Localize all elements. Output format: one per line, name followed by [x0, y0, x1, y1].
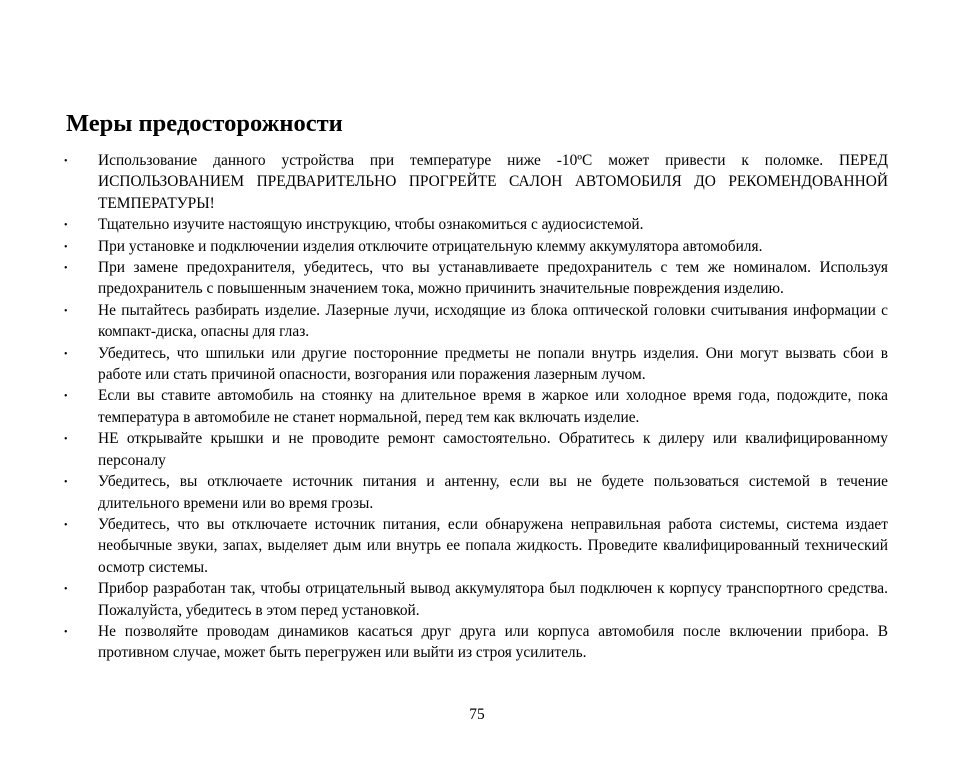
list-item-text: Использование данного устройства при температуре ниже -10ºС может привести к поломке. ПЕРЕД ИСПОЛЬЗОВАНИЕМ ПРЕДВАРИТЕЛЬНО ПРОГРЕЙТЕ САЛОН АВТОМОБИЛЯ ДО РЕКОМЕНДОВАННОЙ ТЕМПЕРАТУРЫ! [98, 152, 888, 212]
list-item-text: Не пытайтесь разбирать изделие. Лазерные лучи, исходящие из блока оптической головки считывания информации с компакт-диска, опасны для глаз. [98, 301, 888, 341]
bullet-icon: • [64, 391, 68, 403]
list-item-text: Если вы ставите автомобиль на стоянку на длительное время в жаркое или холодное время года, подождите, пока температура в автомобиле не станет нормальной, перед тем как включать изделие. [98, 387, 888, 426]
bullet-icon: • [64, 156, 68, 167]
page-number: 75 [469, 706, 485, 723]
list-item [0, 471, 954, 514]
list-item-text: Не позволяйте проводам динамиков касаться друг друга или корпуса автомобиля после включении прибора. В противном случае, может быть перегружен или выйти из строя усилитель. [98, 622, 888, 662]
list-item-text: НЕ открывайте крышки и не проводите ремонт самостоятельно. Обратитесь к дилеру или квалифицированному персоналу [98, 430, 888, 469]
bullet-icon: • [64, 263, 68, 275]
bullet-icon: • [64, 305, 68, 317]
list-item-text: При замене предохранителя, убедитесь, что вы устанавливаете предохранитель с тем же номиналом. Используя предохранитель с повышенным значением тока, можно причинить значительные повреждения изделию. [98, 259, 888, 298]
list-item [0, 385, 954, 428]
list-item [0, 236, 954, 257]
bullet-icon: • [64, 584, 68, 596]
bullet-icon: • [64, 626, 68, 638]
list-item [0, 428, 954, 471]
precautions-list [0, 150, 954, 664]
list-item-text: При установке и подключении изделия отключите отрицательную клемму аккумулятора автомобиля. [98, 237, 763, 255]
list-item [0, 214, 954, 235]
list-item-text: Убедитесь, что шпильки или другие посторонние предметы не попали внутрь изделия. Они могут вызвать сбои в работе или стать причиной опасности, возгорания или поражения лазерным лучом. [98, 344, 888, 384]
list-item-text: Убедитесь, что вы отключаете источник питания, если обнаружена неправильная работа системы, система издает необычные звуки, запах, выделяет дым или внутрь ее попала жидкость. Проведите квалифицированный технический осмотр системы. [98, 515, 888, 576]
bullet-icon: • [64, 434, 68, 446]
list-item [0, 514, 954, 578]
bullet-icon: • [64, 477, 68, 489]
list-item [0, 621, 954, 664]
bullet-icon: • [64, 519, 68, 531]
bullet-icon: • [64, 348, 68, 360]
bullet-icon: • [64, 241, 68, 253]
bullet-icon: • [64, 220, 68, 232]
list-item [0, 578, 954, 621]
list-item-text: Тщательно изучите настоящую инструкцию, чтобы ознакомиться с аудиосистемой. [98, 216, 644, 234]
list-item [0, 300, 954, 343]
list-item-text: Прибор разработан так, чтобы отрицательный вывод аккумулятора был подключен к корпусу транспортного средства. Пожалуйста, убедитесь в этом перед установкой. [98, 580, 888, 619]
list-item [0, 343, 954, 386]
list-item [0, 257, 954, 300]
list-item-text: Убедитесь, вы отключаете источник питания и антенну, если вы не будете пользоваться системой в течение длительного времени или во время грозы. [98, 473, 888, 512]
page-title: Меры предосторожности [66, 110, 343, 137]
list-item [0, 150, 954, 214]
